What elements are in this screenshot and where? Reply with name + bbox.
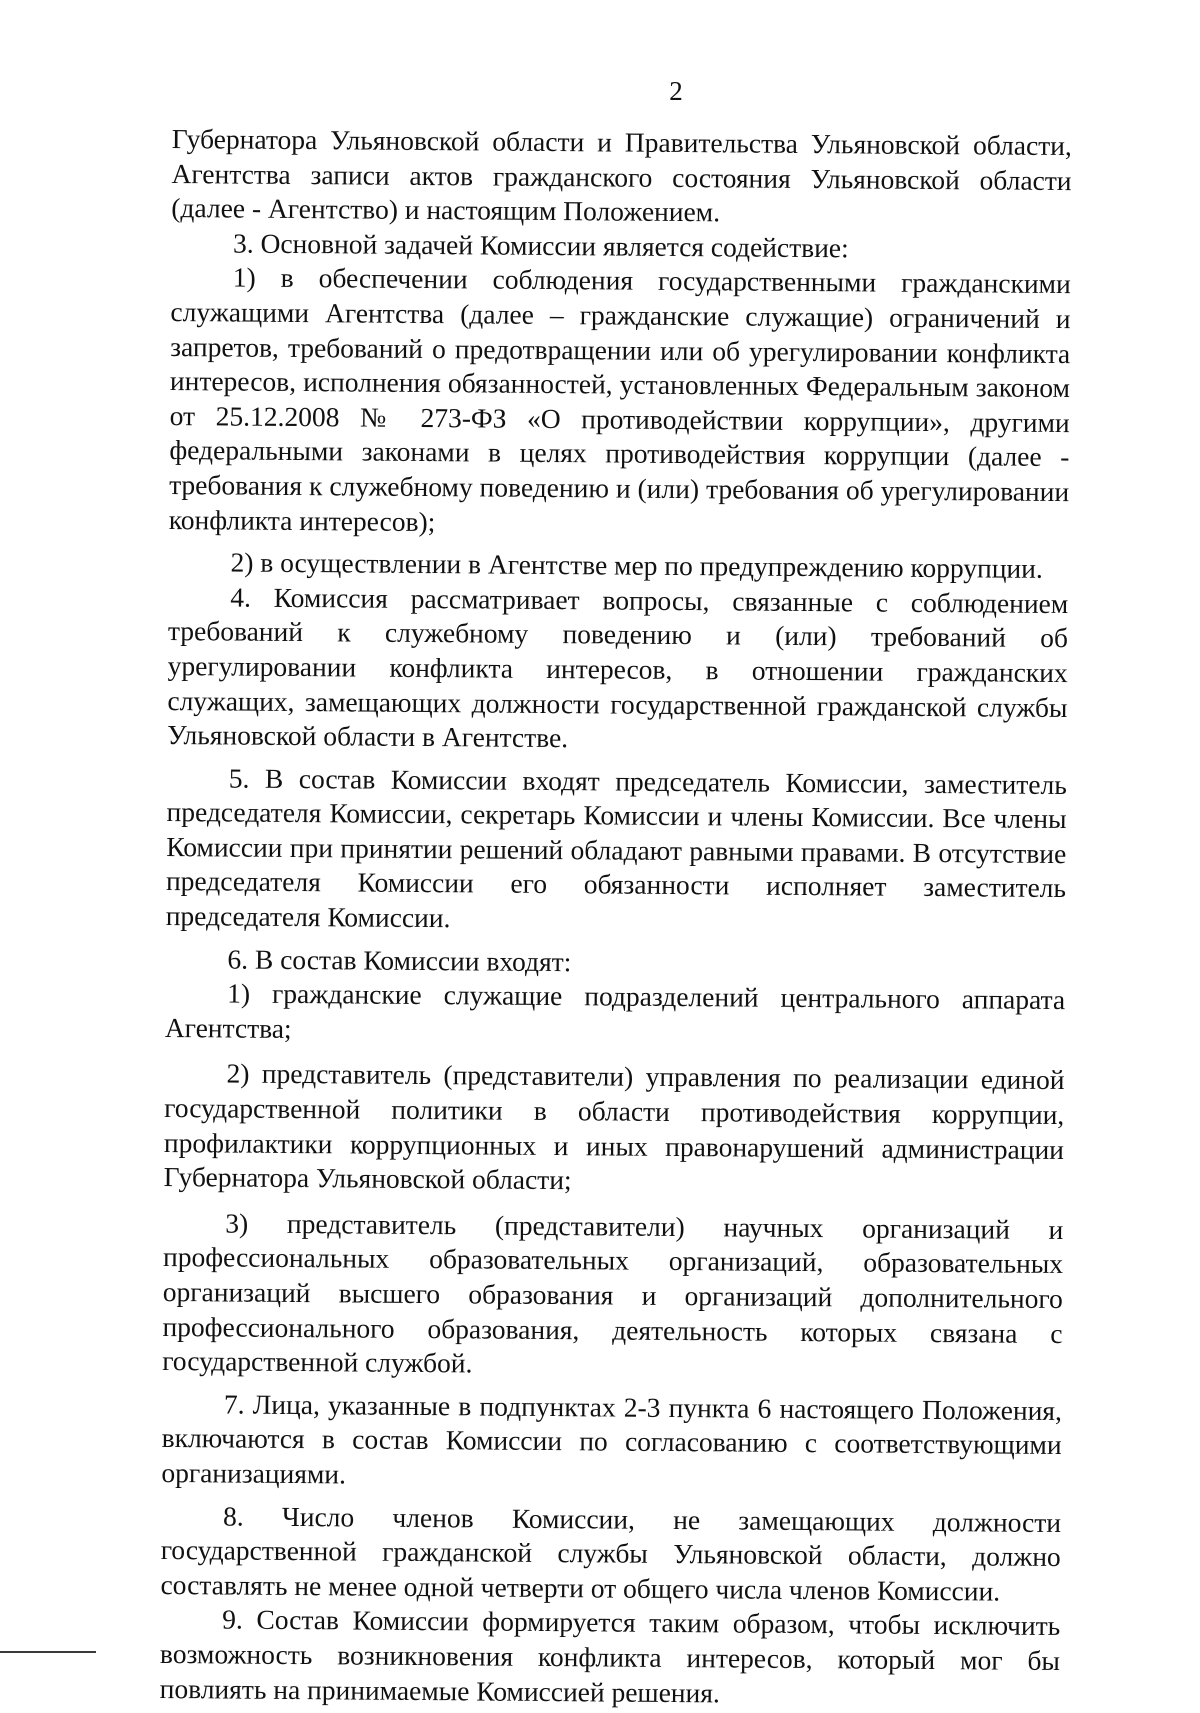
subparagraph-6-2: 2) представитель (представители) управления по реализации единой государственной политики в области противодействия коррупции, профилактики коррупционных и иных правонарушений администрации Губернатора Ульяновской области;: [163, 1057, 1065, 1196]
page-number: 2: [669, 76, 683, 106]
paragraph-continuation: Губернатора Ульяновской области и Правительства Ульяновской области, Агентства записи актов гражданского состояния Ульяновской области (далее - Агентство) и настоящим Положением.: [171, 122, 1072, 228]
paragraph-item-7: 7. Лица, указанные в подпунктах 2-3 пункта 6 настоящего Положения, включаются в состав Комиссии по согласованию с соответствующими организациями.: [161, 1388, 1063, 1490]
subparagraph-3-2: 2) в осуществлении в Агентстве мер по предупреждению коррупции.: [230, 546, 1043, 584]
subparagraph-6-1: 1) гражданские служащие подразделений центрального аппарата Агентства;: [164, 977, 1066, 1044]
document-body: [160, 122, 1072, 1713]
subparagraph-6-3: 3) представитель (представители) научных организаций и профессиональных образовательных организаций, образовательных организаций высшего образования и организаций дополнительного профессионального образования, деятельность которых связана с государственной службой.: [162, 1207, 1064, 1379]
paragraph-item-4: 4. Комиссия рассматривает вопросы, связанные с соблюдением требований к служебному поведению и (или) требований об урегулировании конфликта интересов, в отношении гражданских служащих, замещающих должности государственной гражданской службы Ульяновской области в Агентстве.: [167, 581, 1069, 754]
paragraph-item-6: 6. В состав Комиссии входят:: [227, 943, 572, 977]
paragraph-item-3: 3. Основной задачей Комиссии является содействие:: [232, 227, 849, 264]
paragraph-item-5: 5. В состав Комиссии входят председатель Комиссии, заместитель председателя Комиссии, секретарь Комиссии и члены Комиссии. Все члены Комиссии при принятии решений обладают равными правами. В отсутствие председателя Комиссии его обязанности исполняет заместитель председателя Комиссии.: [165, 762, 1067, 934]
paragraph-item-8: 8. Число членов Комиссии, не замещающих должности государственной гражданской службы Ульяновской области, должно составлять не менее одной четверти от общего числа членов Комиссии.: [160, 1500, 1062, 1607]
subparagraph-3-1: 1) в обеспечении соблюдения государственными гражданскими служащими Агентства (далее – гражданские служащие) ограничений и запретов, требований о предотвращении или об урегулировании конфликта интересов, исполнения обязанностей, установленных Федеральным законом от 25.12.2008 № 273-ФЗ «О противодействии коррупции», другими федеральными законами в целях противодействия коррупции (далее - требования к служебному поведению и (или) требования об урегулировании конфликта интересов);: [168, 261, 1071, 537]
paragraph-item-9: 9. Состав Комиссии формируется таким образом, чтобы исключить возможность возникновения конфликта интересов, который мог бы повлиять на принимаемые Комиссией решения.: [159, 1603, 1061, 1708]
scan-edge-line: [0, 1651, 96, 1653]
